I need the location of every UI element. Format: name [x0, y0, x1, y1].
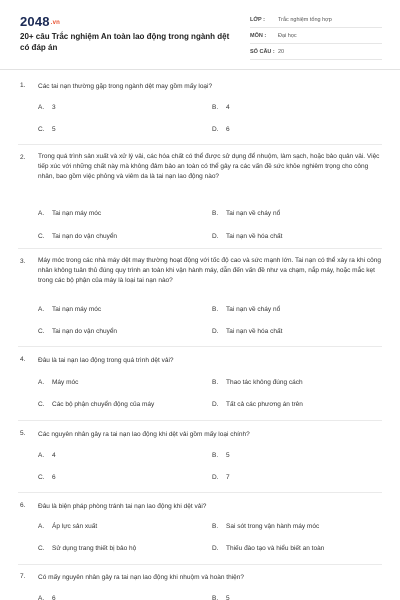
meta-value: Trắc nghiệm tổng hợp	[278, 16, 332, 23]
option-text: Tai nạn về hóa chất	[226, 233, 283, 240]
question-text: Đâu là tai nạn lao động trong quá trình dệt vải?	[38, 357, 174, 364]
meta-row-subject	[250, 28, 382, 44]
option-letter: B.	[212, 595, 219, 600]
question-divider	[18, 564, 382, 565]
option-d[interactable]	[212, 233, 282, 240]
option-c[interactable]	[38, 474, 56, 481]
option-text: Thiếu đào tạo và hiểu biết an toàn	[226, 545, 325, 552]
option-text: 5	[52, 126, 56, 133]
meta-row-class	[250, 12, 382, 28]
question-number: 6.	[20, 502, 26, 509]
option-letter: C.	[38, 401, 45, 408]
question-text: Máy móc trong các nhà máy dệt may thường hoạt động với tốc độ cao và sức mạnh lớn. Tai nạn có thể xảy ra khi công nhân không tuân thủ đúng quy trình an toàn khi vận hành máy, dẫn đến vấn đề như va chạm, nắp máy, hoặc mắc kẹt trong các bộ phận của máy là loại tai nạn nào?	[38, 257, 381, 284]
option-c[interactable]	[38, 401, 154, 408]
option-c[interactable]	[38, 545, 136, 552]
meta-value: Đại học	[278, 32, 297, 39]
option-b[interactable]	[212, 595, 230, 600]
option-text: Tai nạn máy móc	[52, 306, 102, 313]
option-c[interactable]	[38, 126, 56, 133]
meta-table	[250, 12, 382, 60]
option-text: Tai nạn máy móc	[52, 210, 102, 217]
option-text: 5	[226, 452, 230, 459]
option-d[interactable]	[212, 474, 230, 481]
option-text: Tất cả các phương án trên	[226, 401, 303, 408]
question-divider	[18, 492, 382, 493]
option-text: 7	[226, 474, 230, 481]
question-text: Các nguyên nhân gây ra tai nạn lao động khi dệt vải gồm mấy loại chính?	[38, 431, 250, 438]
option-text: Sai sót trong vận hành máy móc	[226, 523, 320, 530]
option-letter: B.	[212, 306, 219, 313]
option-letter: A.	[38, 379, 45, 386]
option-letter: A.	[38, 452, 45, 459]
option-letter: C.	[38, 474, 45, 481]
option-text: 6	[226, 126, 230, 133]
option-letter: B.	[212, 379, 219, 386]
meta-key: LỚP :	[250, 16, 265, 23]
option-b[interactable]	[212, 523, 319, 530]
option-letter: C.	[38, 328, 45, 335]
option-letter: D.	[212, 474, 219, 481]
option-a[interactable]	[38, 595, 56, 600]
option-letter: A.	[38, 306, 45, 313]
option-d[interactable]	[212, 401, 303, 408]
option-text: 5	[226, 595, 230, 600]
option-d[interactable]	[212, 126, 230, 133]
option-a[interactable]	[38, 210, 101, 217]
option-b[interactable]	[212, 452, 230, 459]
meta-row-count	[250, 44, 382, 60]
option-text: Máy móc	[52, 379, 79, 386]
option-letter: A.	[38, 104, 45, 111]
option-letter: D.	[212, 401, 219, 408]
option-text: 3	[52, 104, 56, 111]
option-text: 6	[52, 595, 56, 600]
document-title: 20+ câu Trắc nghiệm An toàn lao động trong ngành dệt có đáp án	[20, 32, 230, 52]
option-text: Tai nạn về cháy nổ	[226, 210, 281, 217]
question-number: 2.	[20, 154, 26, 161]
option-b[interactable]	[212, 210, 280, 217]
option-letter: A.	[38, 210, 45, 217]
option-text: 4	[52, 452, 56, 459]
site-logo[interactable]	[20, 14, 60, 29]
option-letter: D.	[212, 545, 219, 552]
option-text: Tai nạn do vận chuyển	[52, 328, 118, 335]
question-divider	[18, 346, 382, 347]
option-text: Áp lực sản xuất	[52, 523, 98, 530]
option-b[interactable]	[212, 379, 303, 386]
meta-value: 20	[278, 48, 285, 55]
option-letter: C.	[38, 233, 45, 240]
option-d[interactable]	[212, 328, 282, 335]
question-number: 1.	[20, 82, 26, 89]
option-text: 6	[52, 474, 56, 481]
option-letter: D.	[212, 126, 219, 133]
option-letter: C.	[38, 126, 45, 133]
option-letter: B.	[212, 523, 219, 530]
option-text: Thao tác không đúng cách	[226, 379, 303, 386]
option-text: Tai nạn do vận chuyển	[52, 233, 118, 240]
logo-main-text: 2048	[20, 14, 50, 29]
meta-key: MÔN :	[250, 32, 267, 39]
option-letter: D.	[212, 233, 219, 240]
option-c[interactable]	[38, 233, 117, 240]
option-text: Tai nạn về cháy nổ	[226, 306, 281, 313]
option-a[interactable]	[38, 523, 97, 530]
question-number: 4.	[20, 356, 26, 363]
option-b[interactable]	[212, 104, 230, 111]
question-number: 7.	[20, 573, 26, 580]
meta-key: SỐ CÂU :	[250, 48, 275, 55]
option-letter: A.	[38, 595, 45, 600]
option-text: 4	[226, 104, 230, 111]
option-letter: B.	[212, 210, 219, 217]
option-letter: B.	[212, 104, 219, 111]
option-a[interactable]	[38, 104, 56, 111]
question-number: 5.	[20, 430, 26, 437]
option-c[interactable]	[38, 328, 117, 335]
document-header	[0, 0, 400, 70]
logo-tld-text: .vn	[50, 19, 61, 26]
option-a[interactable]	[38, 452, 56, 459]
option-d[interactable]	[212, 545, 324, 552]
question-divider	[18, 144, 382, 145]
option-letter: B.	[212, 452, 219, 459]
question-text: Có mấy nguyên nhân gây ra tai nạn lao động khi nhuộm và hoàn thiện?	[38, 574, 244, 581]
option-letter: A.	[38, 523, 45, 530]
question-divider	[18, 420, 382, 421]
option-a[interactable]	[38, 379, 78, 386]
option-text: Các bộ phận chuyển động của máy	[52, 401, 155, 408]
option-a[interactable]	[38, 306, 101, 313]
option-letter: C.	[38, 545, 45, 552]
option-letter: D.	[212, 328, 219, 335]
option-b[interactable]	[212, 306, 280, 313]
question-text: Đâu là biện pháp phòng tránh tai nạn lao động khi dệt vải?	[38, 503, 207, 510]
question-number: 3.	[20, 258, 26, 265]
question-text: Trong quá trình sản xuất và xử lý vải, các hóa chất có thể được sử dụng để nhuộm, làm sạch, hoặc bảo quản vải. Việc tiếp xúc với những chất này mà không đảm bảo an toàn có thể gây ra các vấn đề sức khỏe nghiêm trọng cho công nhân, bao gồm việc phỏng và viêm da là tai nạn lao động nào?	[38, 153, 380, 180]
question-divider	[18, 248, 382, 249]
option-text: Tai nạn về hóa chất	[226, 328, 283, 335]
question-text: Các tai nạn thường gặp trong ngành dệt may gồm mấy loại?	[38, 83, 213, 90]
option-text: Sử dụng trang thiết bị bảo hộ	[52, 545, 137, 552]
